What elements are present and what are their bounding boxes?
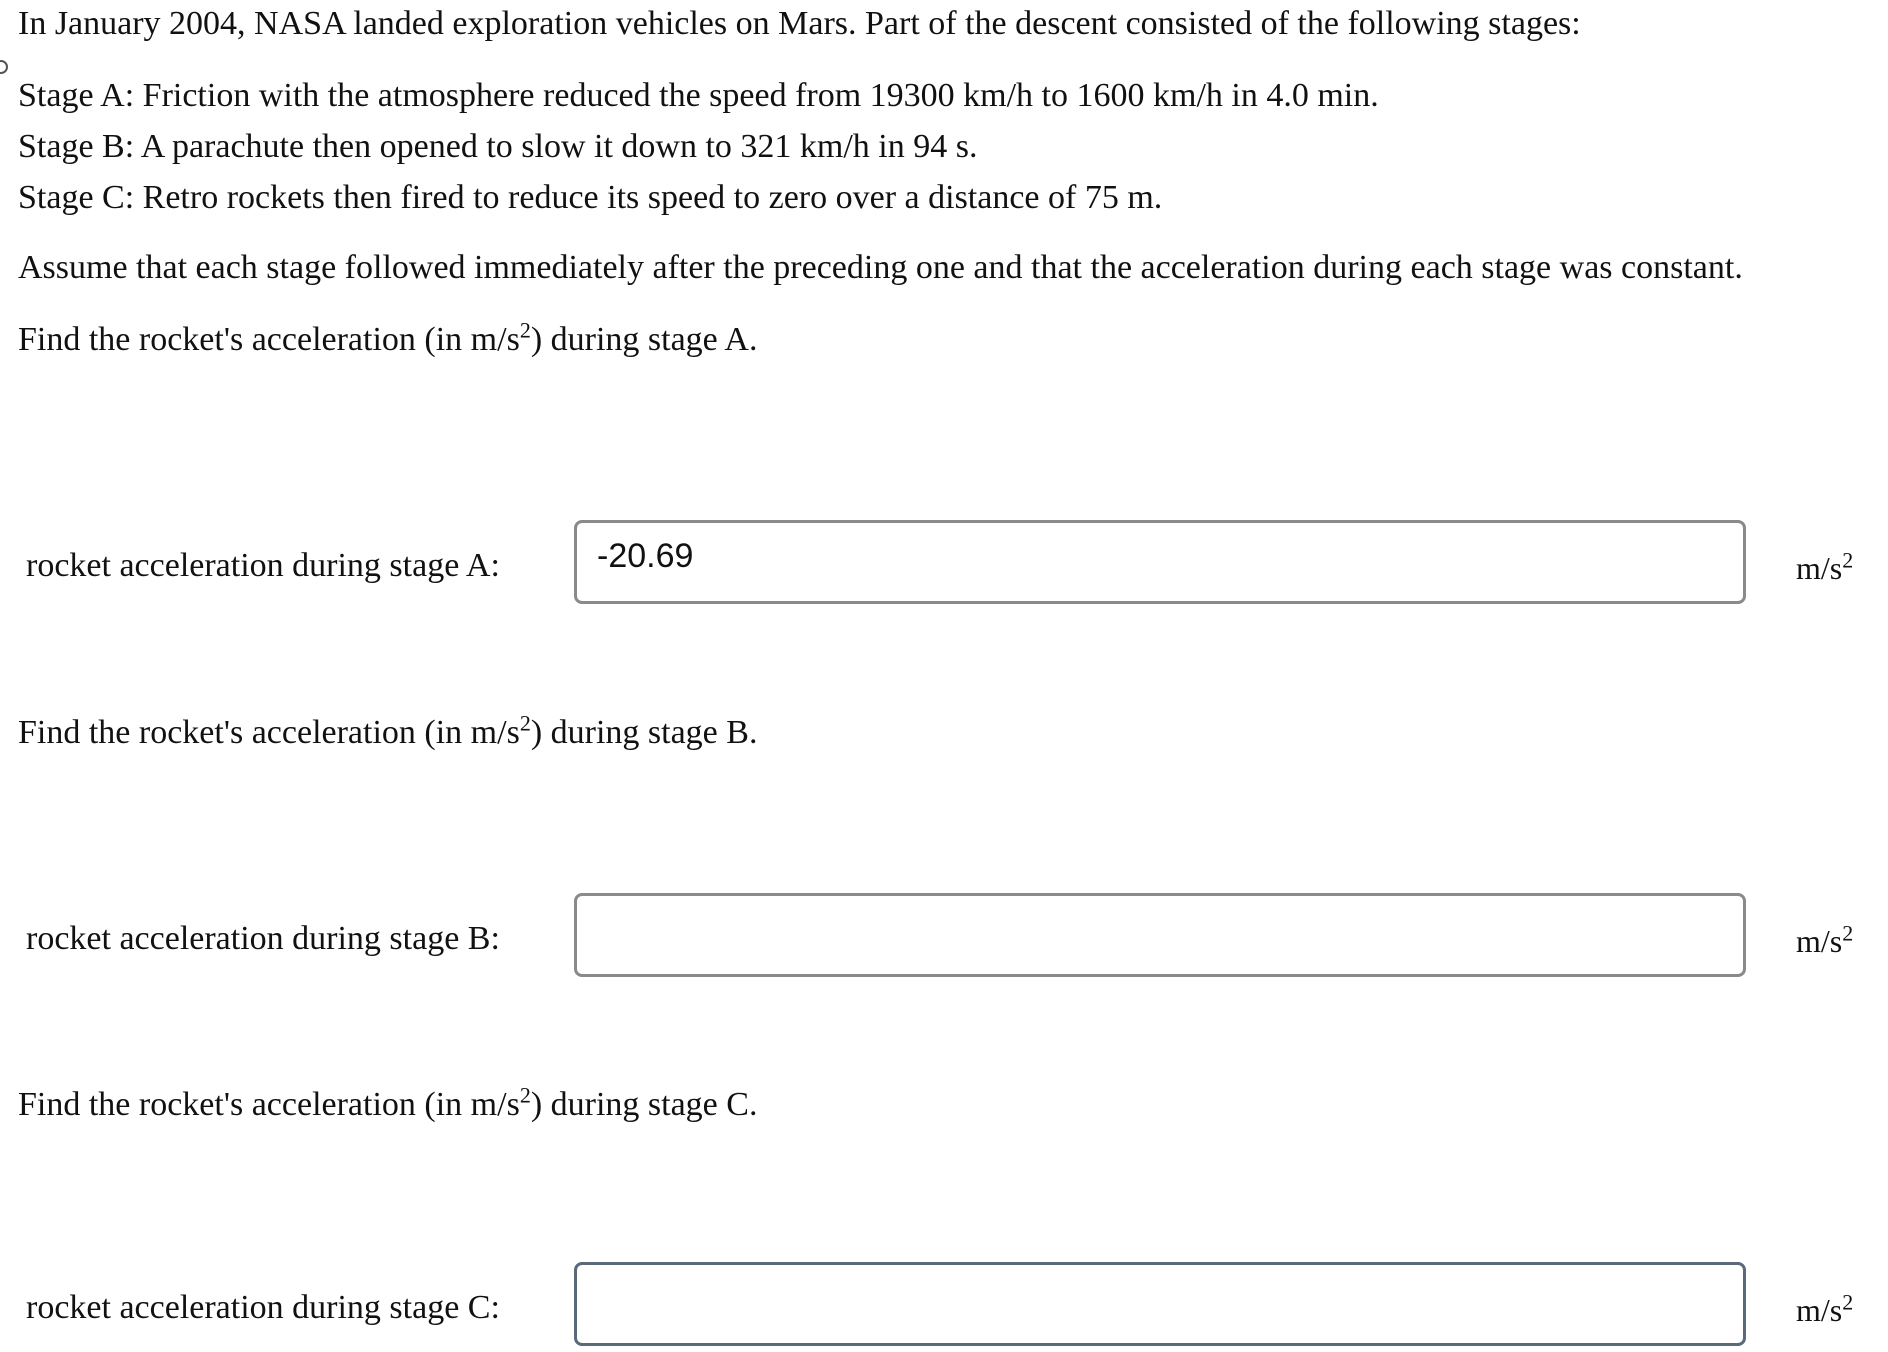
problem-assumption: Assume that each stage followed immediately after the preceding one and that the acceleration during each stage was constant. — [18, 249, 1743, 286]
answer-label-c: rocket acceleration during stage C: — [26, 1289, 500, 1326]
stage-a-description: Stage A: Friction with the atmosphere reduced the speed from 19300 km/h to 1600 km/h in 4.0 min. — [18, 77, 1379, 114]
unit-label-c: $m/s^2$ — [1796, 1289, 1854, 1328]
answer-row-c — [0, 1262, 1888, 1352]
question-prompt-a: Find the rocket's acceleration (in $m/s^2$) during stage A. — [18, 317, 758, 358]
stage-b-answer-input[interactable] — [574, 893, 1746, 977]
answer-row-b — [0, 893, 1888, 983]
question-prompt-c: Find the rocket's acceleration (in $m/s^2$) during stage C. — [18, 1082, 758, 1123]
problem-intro: In January 2004, NASA landed exploration vehicles on Mars. Part of the descent consisted of the following stages: — [18, 5, 1581, 42]
question-prompt-b: Find the rocket's acceleration (in $m/s^2$) during stage B. — [18, 710, 758, 751]
unit-label-a: $m/s^2$ — [1796, 547, 1854, 586]
stage-c-description: Stage C: Retro rockets then fired to reduce its speed to zero over a distance of 75 m. — [18, 179, 1163, 216]
left-edge-indicator — [0, 60, 8, 74]
answer-label-a: rocket acceleration during stage A: — [26, 547, 500, 584]
unit-label-b: $m/s^2$ — [1796, 920, 1854, 959]
answer-row-a — [0, 520, 1888, 610]
stage-b-description: Stage B: A parachute then opened to slow it down to 321 km/h in 94 s. — [18, 128, 978, 165]
stage-a-answer-input[interactable] — [574, 520, 1746, 604]
stage-c-answer-input[interactable] — [574, 1262, 1746, 1346]
answer-label-b: rocket acceleration during stage B: — [26, 920, 500, 957]
